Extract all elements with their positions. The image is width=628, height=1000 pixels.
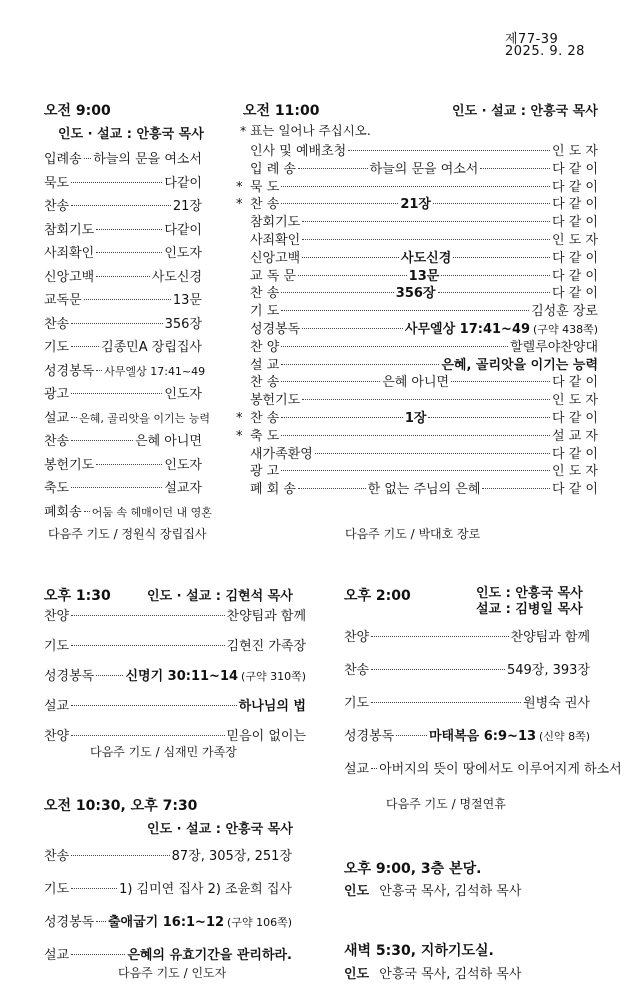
service-preacher: 설교 : 김병일 목사 [476,602,583,617]
program-value: 21장 [172,199,202,214]
program-value: 1) 김미연 집사 2) 조윤희 집사 [119,882,292,897]
program-value: 마태복음 6:9~13 [429,729,537,744]
next-week-prayer: 다음주 기도 / 인도자 [118,966,227,980]
leader-dots [298,488,366,489]
leader-dots [84,158,92,159]
program-row [236,371,598,390]
program-value: 다 같 이 [552,286,598,302]
program-value: 13문 [172,293,202,308]
program-value: 549장, 393장 [506,663,590,678]
program-row [44,172,202,191]
program-label: 설교 [44,948,70,963]
service-officiant: 인도 · 설교 : 안흥국 목사 [452,104,598,119]
leader-dots [451,381,550,382]
leader-dots [71,393,162,394]
leader-dots [281,470,550,471]
program-row [344,659,590,678]
page-reference: (신약 8쪽) [539,730,590,743]
next-week-prayer: 다음주 기도 / 심재민 가족장 [90,745,237,759]
officiant-label: 인도 [344,967,370,982]
program-label: 교독문 [44,293,82,308]
program-label: 광 고 [250,464,280,480]
leader-dots [371,636,508,637]
program-label: 참회기도 [44,222,95,238]
program-value: 원병숙 권사 [523,696,590,711]
program-row [44,407,210,426]
program-row [44,878,292,897]
program-row [44,430,202,449]
program-detail: 356장 [395,286,436,302]
program-value: 설교자 [164,481,202,496]
leader-dots [298,168,368,169]
leader-dots [281,435,550,436]
service-title: 오후 2:00 [344,588,411,604]
program-detail: 사도신경 [401,250,452,266]
program-detail: 은혜 아니면 [382,375,450,391]
program-label: 찬송 [44,849,70,864]
stand-marker: * [236,197,243,213]
program-label: 사죄확인 [250,233,301,248]
leader-dots [71,205,171,206]
service-officiant: 인도 · 설교 : 안흥국 목사 [147,822,293,837]
leader-dots [71,182,162,183]
program-value: 인 도 자 [552,464,598,480]
program-value: 인 도 자 [552,144,598,159]
program-row [236,211,598,230]
program-value: 사도신경 [151,269,202,285]
program-row [236,265,598,284]
page-reference: (구약 310쪽) [241,670,306,683]
leader-dots [96,675,123,676]
program-label: 찬 송 [250,375,280,391]
service-title: 새벽 5:30, 지하기도실. [344,943,494,959]
service-title: 오후 9:00, 3층 본당. [344,861,482,877]
program-row [236,425,598,444]
stand-marker: * [236,179,243,195]
program-row [236,443,598,462]
program-row [44,266,202,285]
program-label: 폐 회 송 [250,482,296,498]
program-row [236,478,598,497]
program-value: 은혜, 골리앗을 이기는 능력 [441,357,598,373]
program-value: 다 같 이 [552,446,598,462]
leader-dots [71,323,163,324]
program-label: 묵도 [44,175,70,191]
leader-dots [281,364,439,365]
program-label: 기 도 [250,304,280,320]
leader-dots [71,440,133,441]
program-label: 참회기도 [250,215,301,231]
program-value: 은혜의 유효기간을 관리하라. [127,948,292,963]
program-value: 하늘의 문을 여소서 [93,152,202,167]
program-row [236,460,598,479]
leader-dots [71,417,77,418]
leader-dots [71,855,170,856]
next-week-prayer: 다음주 기도 / 박대호 장로 [345,527,481,541]
program-label: 광고 [44,387,70,402]
leader-dots [71,346,99,347]
program-row [44,501,212,520]
leader-dots [302,239,550,240]
program-row [44,195,202,214]
program-value: 다 같 이 [552,197,599,213]
next-week-prayer: 다음주 기도 / 명절연휴 [386,797,506,811]
page-reference: (구약 106쪽) [227,916,292,929]
program-row [236,389,598,408]
program-label: 찬 송 [250,411,280,426]
program-row [44,219,202,238]
service-officiant-row [344,880,521,899]
program-row [236,140,598,159]
leader-dots [482,488,550,489]
leader-dots [371,702,521,703]
program-row [236,229,598,248]
program-value: 다같이 [164,222,202,238]
program-row [236,158,598,177]
program-value: 인도자 [164,387,202,402]
program-label: 기도 [44,882,70,897]
program-detail: 사무엘상 17:41~49 [404,322,531,337]
leader-dots [302,328,403,329]
leader-dots [302,221,550,222]
program-label: 찬송 [44,434,70,449]
leader-dots [281,346,508,347]
program-value: 사무엘상 17:41~49 [104,364,206,378]
program-label: 성경봉독 [44,915,95,930]
program-row [236,247,598,266]
program-value: 은혜 아니면 [135,434,202,449]
leader-dots [315,453,550,454]
next-week-prayer: 다음주 기도 / 정원식 장립집사 [48,527,207,541]
leader-dots [96,276,150,277]
program-value: 다 같 이 [552,179,598,195]
program-label: 찬송 [344,663,370,678]
program-row [236,176,598,195]
program-label: 새가족환영 [250,446,313,462]
program-row [236,354,598,373]
program-detail: 1장 [404,411,427,426]
leader-dots [84,511,90,512]
program-row [44,383,202,402]
program-row [44,289,202,308]
program-label: 기도 [44,639,70,654]
page-reference: (구약 438쪽) [533,323,598,336]
program-label: 폐회송 [44,504,82,520]
program-label: 찬 송 [250,197,280,213]
program-row [44,454,202,473]
program-detail: 21장 [400,197,431,213]
program-row [44,725,306,744]
service-title: 오전 9:00 [44,103,111,119]
program-label: 성경봉독 [44,363,95,379]
program-label: 입 례 송 [250,161,296,177]
service-officiant-row [344,963,521,982]
bulletin-date: 2025. 9. 28 [505,44,585,59]
program-value: 다 같 이 [552,411,598,426]
program-value: 김종민A 장립집사 [101,340,202,355]
program-row [236,193,598,212]
leader-dots [348,150,550,151]
program-label: 성경봉독 [44,669,95,684]
program-label: 인사 및 예배초청 [250,144,347,159]
program-row [44,605,306,624]
program-label: 찬양 [44,609,70,624]
program-row [236,282,598,301]
program-label: 신앙고백 [250,250,301,266]
program-label: 설교 [44,699,70,714]
program-value: 찬양팀과 함께 [226,609,306,624]
leader-dots [96,464,162,465]
leader-dots [96,921,106,922]
program-row [344,725,590,744]
program-label: 사죄확인 [44,246,95,261]
leader-dots [71,735,224,736]
stand-marker: * [236,411,243,426]
program-label: 성경봉독 [250,322,301,337]
program-value: 설 교 자 [552,428,598,444]
program-label: 찬송 [44,316,70,332]
program-row [236,318,598,337]
program-detail: 하늘의 문을 여소서 [369,161,479,177]
program-value: 다 같 이 [552,215,598,231]
program-value: 인도자 [164,246,202,261]
leader-dots [71,645,224,646]
program-label: 봉헌기도 [250,393,301,409]
leader-dots [96,229,162,230]
program-label: 찬송 [44,199,70,214]
program-label: 신앙고백 [44,269,95,285]
leader-dots [71,705,237,706]
program-value: 다 같 이 [552,161,599,177]
service-officiant: 인도 · 설교 : 김현석 목사 [147,589,293,604]
leader-dots [281,186,550,187]
program-value: 다 같 이 [552,250,599,266]
program-row [44,665,306,684]
program-value: 출애굽기 16:1~12 [107,915,225,930]
leader-dots [96,370,102,371]
program-row [344,758,622,777]
program-label: 기도 [44,340,70,355]
program-label: 찬양 [44,729,70,744]
program-row [44,944,292,963]
service-officiant: 인도 : 안흥국 목사 [476,586,583,601]
stand-marker: * [236,428,243,444]
standing-note: * 표는 일어나 주십시오. [240,123,371,138]
leader-dots [302,257,399,258]
leader-dots [281,381,380,382]
leader-dots [480,168,550,169]
program-value: 다같이 [164,175,202,191]
leader-dots [371,768,377,769]
officiant-label: 인도 [344,884,370,899]
program-value: 신명기 30:11~14 [125,669,239,684]
program-value: 어둠 속 헤매이던 내 영혼 [91,505,212,519]
bulletin-number: 제77-39 [505,32,559,47]
leader-dots [71,615,224,616]
program-label: 설 교 [250,357,280,373]
program-value: 다 같 이 [552,482,598,498]
leader-dots [371,669,505,670]
program-value: 인 도 자 [552,393,598,409]
program-row [44,148,202,167]
leader-dots [71,888,117,889]
program-label: 묵 도 [250,179,280,195]
program-row [236,336,598,355]
program-value: 김현진 가족장 [226,639,306,654]
program-detail: 13문 [408,268,440,284]
program-row [236,300,598,319]
program-label: 설교 [44,410,70,426]
program-value: 다 같 이 [552,268,598,284]
leader-dots [441,275,550,276]
program-value: 찬양팀과 함께 [510,630,590,645]
program-label: 찬 양 [250,339,280,355]
service-title: 오전 11:00 [243,103,320,119]
leader-dots [281,310,529,311]
program-label: 찬 송 [250,286,280,302]
leader-dots [433,203,550,204]
program-value: 다 같 이 [552,375,599,391]
program-value: 아버지의 뜻이 땅에서도 이루어지게 하소서 [379,762,622,777]
program-label: 교 독 문 [250,268,296,284]
program-row [44,911,292,930]
program-row [44,635,306,654]
leader-dots [281,203,398,204]
program-label: 설교 [344,762,370,777]
leader-dots [71,954,125,955]
program-label: 봉헌기도 [44,457,95,473]
program-row [44,313,202,332]
program-row [44,477,202,496]
program-value: 은혜, 골리앗을 이기는 능력 [79,411,210,425]
leader-dots [84,299,171,300]
program-value: 인도자 [164,457,202,473]
leader-dots [453,257,550,258]
leader-dots [96,252,162,253]
service-title: 오후 1:30 [44,588,111,604]
program-label: 찬양 [344,630,370,645]
program-label: 축 도 [250,428,280,444]
leader-dots [302,399,550,400]
program-label: 성경봉독 [344,729,395,744]
leader-dots [396,735,427,736]
leader-dots [428,417,550,418]
service-officiant: 인도 · 설교 : 안흥국 목사 [58,127,204,142]
program-label: 축도 [44,481,70,496]
leader-dots [438,292,551,293]
service-title: 오전 10:30, 오후 7:30 [44,798,198,814]
program-row [44,336,202,355]
leader-dots [281,417,403,418]
program-row [44,695,306,714]
program-value: 김성훈 장로 [531,304,598,320]
program-value: 87장, 305장, 251장 [171,849,292,864]
program-row [344,692,590,711]
leader-dots [281,292,394,293]
program-value: 인 도 자 [552,233,598,248]
program-value: 믿음이 없이는 [226,729,306,744]
program-label: 입례송 [44,152,82,167]
program-label: 기도 [344,696,370,711]
program-row [44,360,206,379]
program-value: 356장 [164,316,202,332]
program-row [44,845,292,864]
program-row [236,407,598,426]
program-detail: 한 없는 주님의 은혜 [367,482,481,498]
program-row [344,626,590,645]
program-value: 할렐루야찬양대 [510,339,598,355]
program-row [44,242,202,261]
program-value: 하나님의 법 [238,699,306,714]
officiant-names: 안흥국 목사, 김석하 목사 [379,967,522,982]
officiant-names: 안흥국 목사, 김석하 목사 [379,884,522,899]
leader-dots [298,275,407,276]
leader-dots [71,487,162,488]
